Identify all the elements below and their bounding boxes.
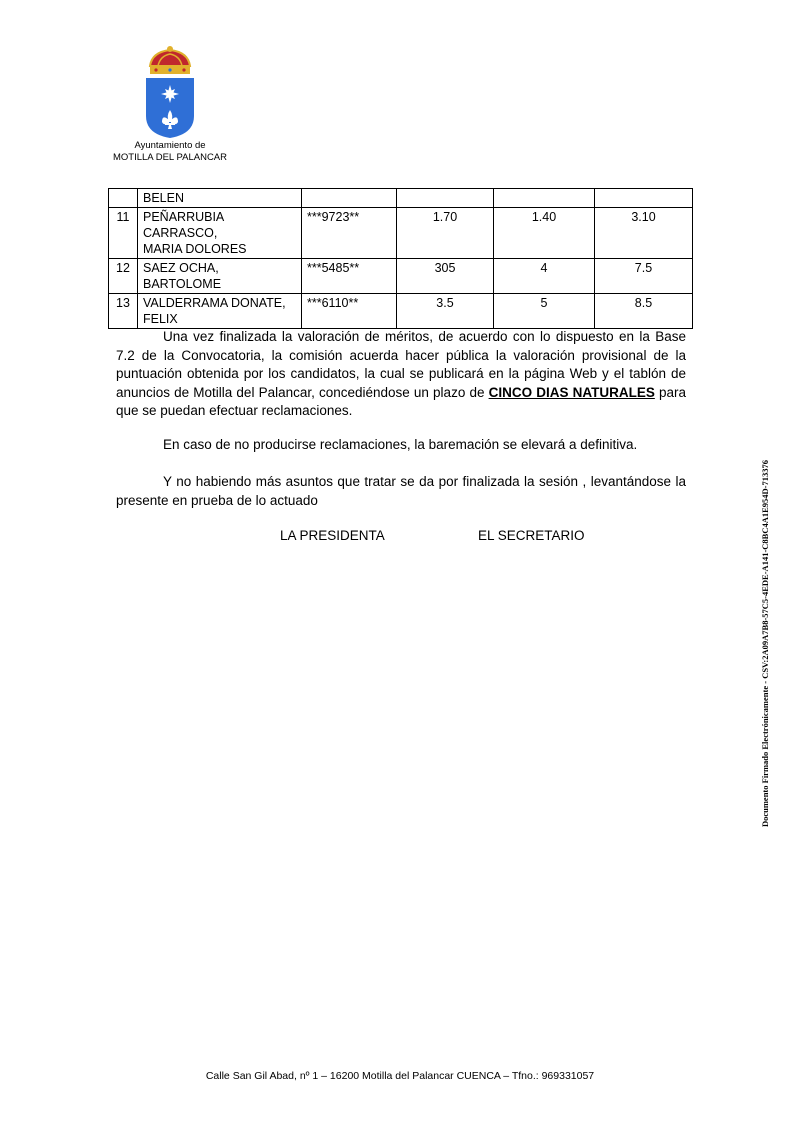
row-number: 13 xyxy=(109,294,138,329)
candidate-name: BELEN xyxy=(138,189,302,208)
paragraph-closing: Y no habiendo más asuntos que tratar se da por finalizada la sesión , levantándose la presente en prueba de lo actuado xyxy=(116,474,686,508)
municipal-logo xyxy=(110,46,230,164)
score-a: 3.5 xyxy=(397,294,494,329)
candidate-name: SAEZ OCHA, BARTOLOME xyxy=(138,259,302,294)
org-name-line2: MOTILLA DEL PALANCAR xyxy=(112,152,228,163)
row-number: 12 xyxy=(109,259,138,294)
signature-president: LA PRESIDENTA xyxy=(280,528,385,543)
score-total: 7.5 xyxy=(595,259,693,294)
row-number: 11 xyxy=(109,208,138,259)
paragraph-claims: En caso de no producirse reclamaciones, la baremación se elevará a definitiva. xyxy=(163,437,638,452)
signature-secretary: EL SECRETARIO xyxy=(478,528,585,543)
score-b: 5 xyxy=(494,294,595,329)
score-b: 4 xyxy=(494,259,595,294)
score-total xyxy=(595,189,693,208)
candidate-id: ***9723** xyxy=(302,208,397,259)
candidate-name: PEÑARRUBIA CARRASCO, MARIA DOLORES xyxy=(138,208,302,259)
table-row xyxy=(109,189,693,208)
footer-address: Calle San Gil Abad, nº 1 – 16200 Motilla del Palancar CUENCA – Tfno.: 969331057 xyxy=(205,1070,595,1082)
scores-table xyxy=(108,188,693,329)
score-a: 1.70 xyxy=(397,208,494,259)
candidate-name: VALDERRAMA DONATE, FELIX xyxy=(138,294,302,329)
deadline-text: CINCO DIAS NATURALES xyxy=(488,384,655,400)
table-row xyxy=(109,294,693,329)
score-b: 1.40 xyxy=(494,208,595,259)
candidate-id xyxy=(302,189,397,208)
electronic-signature-code: Documento Firmado Electrónicamente - CSV:2A09A7B8-57C5-4EDE-A141-C8BC4A1E954D-713376 xyxy=(760,460,770,828)
table-row xyxy=(109,208,693,259)
score-total: 3.10 xyxy=(595,208,693,259)
score-total: 8.5 xyxy=(595,294,693,329)
org-name-line1: Ayuntamiento de xyxy=(134,140,206,151)
score-b xyxy=(494,189,595,208)
row-number xyxy=(109,189,138,208)
table-row xyxy=(109,259,693,294)
paragraph-valuation: Una vez finalizada la valoración de méritos, de acuerdo con lo dispuesto en la Base 7.2 de la Convocatoria, la comisión acuerda hacer pública la valoración provisional de la puntuación obtenida por los candidatos, la cual se publicará en la página Web y el tablón de anuncios de Motilla del Palancar, concediéndose un plazo de CINCO DIAS NATURALES para que se puedan efectuar reclamaciones. xyxy=(116,329,686,418)
score-a: 305 xyxy=(397,259,494,294)
score-a xyxy=(397,189,494,208)
candidate-id: ***6110** xyxy=(302,294,397,329)
candidate-id: ***5485** xyxy=(302,259,397,294)
coat-of-arms-icon xyxy=(142,46,198,140)
